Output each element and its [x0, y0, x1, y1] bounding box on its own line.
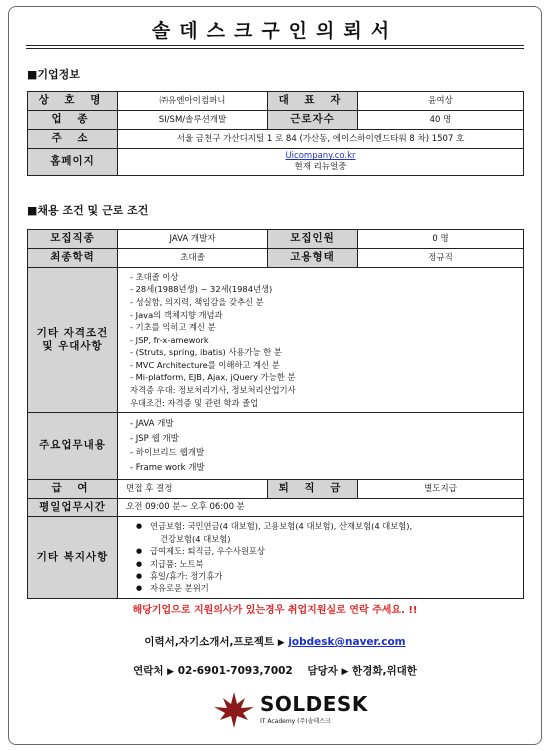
manager-label: 담당자 [307, 665, 338, 677]
hours-value: 오전 09:00 분~ 오후 06:00 분 [118, 499, 524, 517]
qualifications-label-line-1: 기타 자격조건 [36, 326, 109, 339]
table-row [28, 92, 524, 111]
list-item: - 초대졸 이상 [130, 271, 179, 282]
homepage-note: 현재 리뉴얼중 [294, 162, 347, 172]
salary-value: 면접 후 결정 [118, 480, 268, 499]
job-value: JAVA 개발자 [118, 230, 268, 249]
list-item: - JSP 웹 개발 [130, 433, 179, 444]
salary-label: 급 여 [28, 480, 118, 499]
headcount-label: 모집인원 [268, 230, 358, 249]
list-item: ● 지급품: 노트북 [136, 558, 521, 570]
table-row [28, 249, 524, 268]
leaf-icon [212, 690, 256, 730]
company-name-value: ㈜유엔아이컴퍼니 [118, 92, 268, 111]
employees-value: 40 명 [358, 111, 524, 130]
qualifications-cell [118, 268, 524, 413]
qualifications-list [126, 271, 521, 410]
industry-label: 업 종 [28, 111, 118, 130]
headcount-value: 0 명 [358, 230, 524, 249]
list-item: ● 급여제도: 퇴직금, 우수사원포상 [136, 545, 521, 557]
contact-notice: 해당기업으로 지원의사가 있는경우 취업지원실로 연락 주세요. !! [132, 605, 418, 616]
recruit-section-heading: ■채용 조건 및 근로 조건 [27, 204, 149, 217]
list-item: ● 휴일/휴가: 정기휴가 [136, 570, 521, 582]
logo-name: SOLDESK [260, 692, 368, 716]
company-section-heading: ■기업정보 [27, 68, 80, 81]
welfare-label: 기타 복지사항 [28, 517, 118, 599]
list-item: - 28세(1988년생) ~ 32세(1984년생) [130, 284, 273, 295]
list-item: - JAVA 개발 [130, 419, 174, 429]
duties-list [126, 417, 521, 475]
list-item: - MVC Architecture를 이해하고 계신 분 [130, 359, 280, 370]
soldesk-logo [212, 690, 368, 730]
education-label: 최종학력 [28, 249, 118, 268]
welfare-cell [118, 517, 524, 599]
severance-label: 퇴 직 금 [268, 480, 358, 499]
list-item: 건강보험(4 대보험) [160, 533, 231, 544]
phone-label: 연락처 [133, 665, 164, 677]
employment-value: 정규직 [358, 249, 524, 268]
homepage-link[interactable]: Uicompany.co.kr [285, 151, 356, 162]
ceo-value: 윤여상 [358, 92, 524, 111]
welfare-list [126, 520, 521, 594]
documents-label: 이력서,자기소개서,프로젝트 [144, 636, 275, 648]
title-underline-bottom [26, 48, 524, 49]
table-row [28, 130, 524, 149]
list-item: - (Struts, spring, ibatis) 사용가능 한 분 [130, 347, 282, 358]
list-item: - Mi-platform, EJB, Ajax, jQuery 가능한 분 [130, 372, 296, 383]
table-row [28, 517, 524, 599]
address-value: 서울 금천구 가산디지털 1 로 84 (가산동, 에이스하이엔드타워 8 차) 1507 호 [118, 130, 524, 149]
list-item: - 하이브리드 웹개발 [130, 448, 205, 458]
list-item: - Java의 객체지향 개념과 [130, 309, 223, 320]
employment-label: 고용형태 [268, 249, 358, 268]
table-row [28, 480, 524, 499]
table-row [28, 413, 524, 480]
list-item: ● 자유로운 분위기 [136, 582, 521, 594]
list-item: 우대조건: 자격증 및 관련 학과 졸업 [130, 397, 259, 408]
homepage-label: 홈페이지 [28, 149, 118, 176]
table-row [28, 230, 524, 249]
arrow-right-icon: ▶ [167, 667, 175, 677]
qualifications-label-line-2: 및 우대사항 [42, 340, 103, 352]
phone-value: 02-6901-7093,7002 [177, 665, 293, 677]
recruit-table [27, 229, 524, 599]
ceo-label: 대 표 자 [268, 92, 358, 111]
education-value: 초대졸 [118, 249, 268, 268]
list-item: - JSP, fr-x-amework [130, 334, 209, 345]
job-label: 모집직종 [28, 230, 118, 249]
qualifications-label [28, 268, 118, 413]
table-row [28, 499, 524, 517]
severance-value: 별도지급 [358, 480, 524, 499]
company-info-table [27, 91, 524, 176]
documents-line [0, 634, 550, 649]
logo-subtitle: IT Academy (주)솔데스크 [260, 718, 331, 725]
list-item: - 기초를 익히고 계신 분 [130, 322, 216, 333]
homepage-cell [118, 149, 524, 176]
industry-value: SI/SM/솔루션개발 [118, 111, 268, 130]
duties-cell [118, 413, 524, 480]
table-row [28, 111, 524, 130]
list-item: ● 연금보험: 국민연금(4 대보험), 고용보험(4 대보험), 산재보험(4 대보험), [136, 520, 521, 532]
title-underline-top [26, 45, 524, 46]
employees-label: 근로자수 [268, 111, 358, 130]
address-label: 주 소 [28, 130, 118, 149]
list-item: - Frame work 개발 [130, 462, 205, 473]
document-title: 솔데스크구인의뢰서 [151, 20, 399, 42]
hours-label: 평일업무시간 [28, 499, 118, 517]
table-row [28, 149, 524, 176]
arrow-right-icon: ▶ [341, 667, 349, 677]
company-name-label: 상 호 명 [28, 92, 118, 111]
table-row [28, 268, 524, 413]
duties-label: 주요업무내용 [28, 413, 118, 480]
list-item: - 성실함, 의지력, 책임감을 갖추신 분 [130, 296, 264, 307]
arrow-right-icon: ▶ [277, 638, 285, 648]
list-item: 자격증 우대: 정보처리기사, 정보처리산업기사 [130, 385, 296, 396]
phone-line [0, 663, 550, 678]
manager-value: 한경화,위대한 [352, 665, 417, 677]
email-link[interactable]: jobdesk@naver.com [288, 636, 406, 648]
